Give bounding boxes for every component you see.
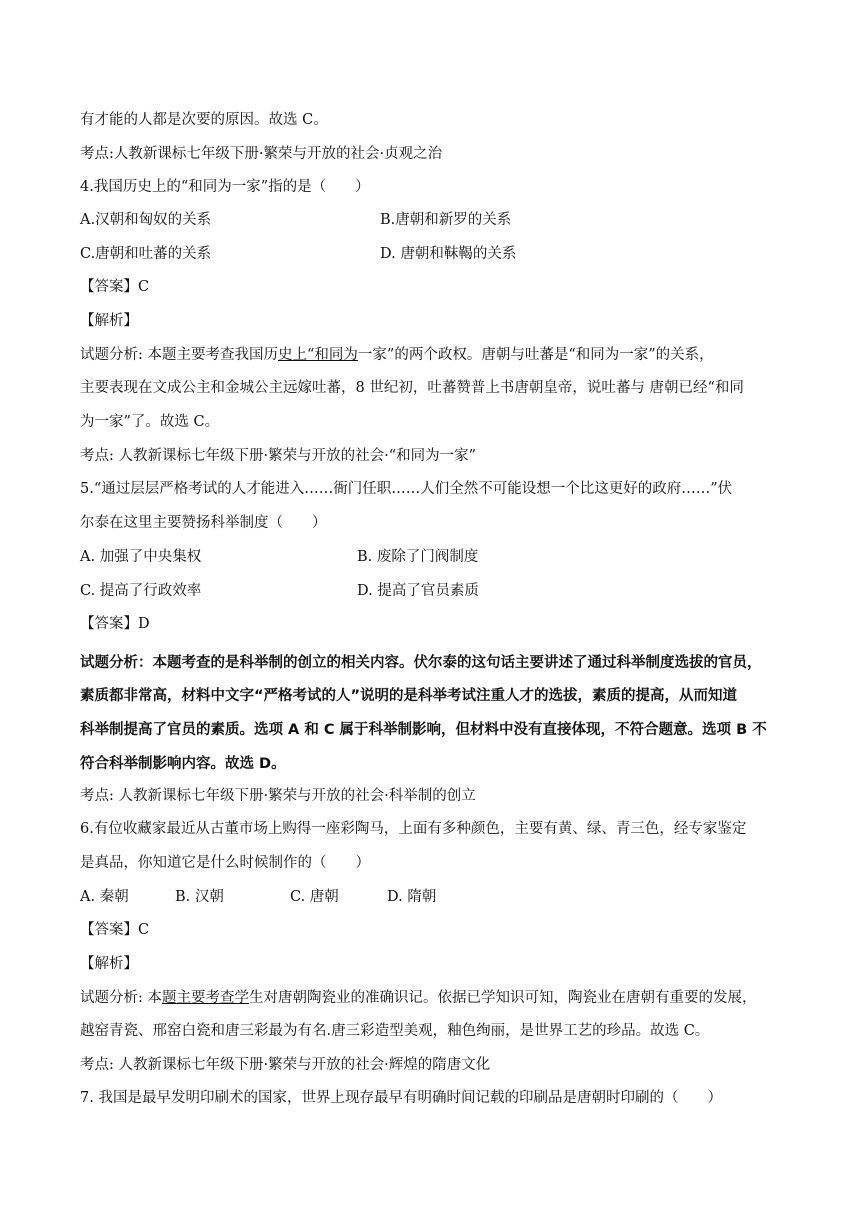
- q4-analysis-pre: 试题分析: 本题主要考查我国历: [80, 347, 278, 363]
- question-6-line-1: 6.有位收藏家最近从古董市场上购得一座彩陶马，上面有多种颜色，主要有黄、绿、青三色，经专家鉴定: [80, 821, 747, 837]
- text-line: 有才能的人都是次要的原因。故选 C。: [80, 112, 328, 128]
- question-5-line-2: 尔泰在这里主要赞扬科举制度（ ）: [80, 515, 327, 531]
- q4-analysis-underlined: 史上“和同为: [278, 347, 358, 363]
- q4-analysis-line-2: 主要表现在文成公主和金城公主远嫁吐蕃，8 世纪初，吐蕃赞普上书唐朝皇帝，说吐蕃与 唐朝已经“和同: [80, 380, 744, 396]
- q4-jiexi-label: 【解析】: [80, 313, 138, 329]
- question-7-line-1: 7. 我国是最早发明印刷术的国家，世界上现存最早有明确时间记载的印刷品是唐朝时印刷的（ ）: [80, 1090, 722, 1106]
- q5-analysis-line-1: 试题分析：本题考查的是科举制的创立的相关内容。伏尔泰的这句话主要讲述了通过科举制度选拔的官员，: [80, 655, 762, 671]
- q5-kaodian: 考点: 人教新课标七年级下册·繁荣与开放的社会·科举制的创立: [80, 788, 476, 804]
- q4-analysis-post: 一家”的两个政权。唐朝与吐蕃是“和同为一家”的关系，: [357, 347, 714, 363]
- q4-kaodian: 考点: 人教新课标七年级下册·繁荣与开放的社会·“和同为一家”: [80, 448, 477, 464]
- q5-option-c: C. 提高了行政效率: [80, 583, 202, 599]
- q6-option-b: B. 汉朝: [175, 889, 224, 905]
- q6-analysis-line-2: 越窑青瓷、邢窑白瓷和唐三彩最为有名.唐三彩造型美观，釉色绚丽，是世界工艺的珍品。故选 C。: [80, 1023, 710, 1039]
- q4-analysis-line-3: 为一家”了。故选 C。: [80, 414, 220, 430]
- q5-analysis-line-2: 素质都非常高，材料中文字“严格考试的人”说明的是科举考试注重人才的选拔，素质的提高，从而知道: [80, 688, 738, 704]
- question-6-line-2: 是真品，你知道它是什么时候制作的（ ）: [80, 855, 370, 871]
- q6-analysis-post: 生对唐朝陶瓷业的准确识记。依据已学知识可知，陶瓷业在唐朝有重要的发展，: [249, 990, 757, 1006]
- q4-option-d: D. 唐朝和靺鞨的关系: [380, 246, 517, 262]
- q5-option-d: D. 提高了官员素质: [357, 583, 479, 599]
- q5-option-a: A. 加强了中央集权: [80, 549, 202, 565]
- q6-option-c: C. 唐朝: [290, 889, 339, 905]
- q4-option-c: C.唐朝和吐蕃的关系: [80, 246, 212, 262]
- q5-answer: 【答案】D: [80, 616, 150, 632]
- q6-answer: 【答案】C: [80, 922, 150, 938]
- q6-analysis-underlined: 题主要考查学: [162, 990, 249, 1006]
- q6-jiexi-label: 【解析】: [80, 956, 138, 972]
- q6-kaodian: 考点: 人教新课标七年级下册·繁荣与开放的社会·辉煌的隋唐文化: [80, 1057, 491, 1073]
- q4-answer: 【答案】C: [80, 279, 150, 295]
- q4-option-a: A.汉朝和匈奴的关系: [80, 212, 212, 228]
- q4-analysis-line-1: [80, 345, 714, 365]
- q6-option-a: A. 秦朝: [80, 889, 129, 905]
- kaodian-line: 考点:人教新课标七年级下册·繁荣与开放的社会·贞观之治: [80, 146, 443, 162]
- q6-analysis-line-1: [80, 988, 757, 1008]
- q6-option-d: D. 隋朝: [387, 889, 437, 905]
- q5-analysis-line-3: 科举制提高了官员的素质。选项 A 和 C 属于科举制影响，但材料中没有直接体现，不符合题意。选项 B 不: [80, 722, 767, 738]
- q5-option-b: B. 废除了门阀制度: [357, 549, 479, 565]
- question-4: 4.我国历史上的“和同为一家”指的是（ ）: [80, 179, 370, 195]
- q6-analysis-pre: 试题分析: 本: [80, 990, 162, 1006]
- q5-analysis-line-4: 符合科举制影响内容。故选 D。: [80, 756, 286, 772]
- q4-option-b: B.唐朝和新罗的关系: [380, 212, 512, 228]
- question-5-line-1: 5.“通过层层严格考试的人才能进入……衙门任职……人们全然不可能设想一个比这更好的政府……”伏: [80, 481, 733, 497]
